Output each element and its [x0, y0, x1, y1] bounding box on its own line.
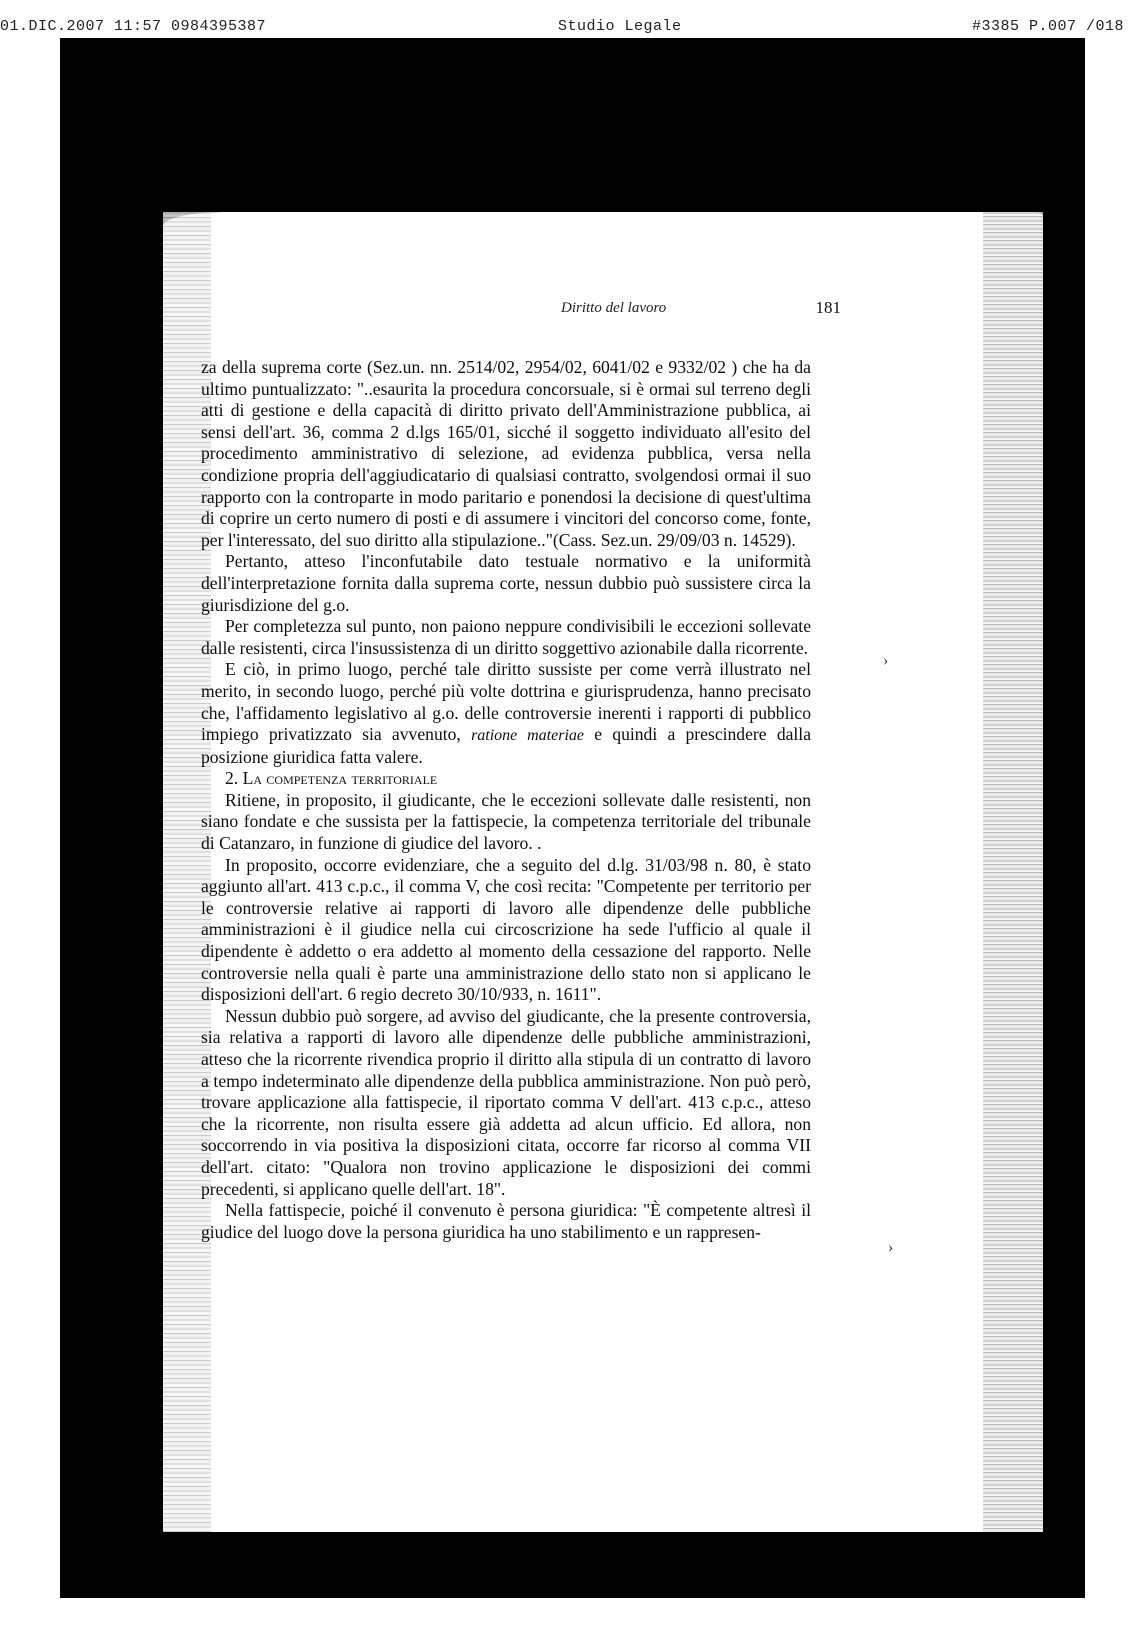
paragraph: Per completezza sul punto, non paiono neppure condivisibili le eccezioni sollevate dalle resistenti, circa l'insussistenza di un diritto soggettivo azionabile dalla ricorrente.	[201, 616, 811, 658]
paragraph-text: E ciò, in primo luogo, perché tale diritto sussiste per come verrà illustrato nel merito, in secondo luogo, perché più volte dottrina e giurisprudenza, hanno precisato che, l'affidamento legislativo al g.o. delle controversie inerenti i rapporti di pubblico impiego privatizzato sia avvenuto,	[201, 659, 811, 745]
fax-page-counter: #3385 P.007 /018	[971, 18, 1124, 35]
fax-sender: Studio Legale	[558, 18, 682, 35]
running-title: Diritto del lavoro	[561, 300, 667, 316]
margin-tick-mark: ›	[888, 1239, 894, 1256]
fax-date-phone: 01.DIC.2007 11:57 0984395387	[0, 18, 267, 35]
margin-tick-mark: ›	[883, 652, 889, 669]
paragraph-text: e quindi a prescindere dalla posizione giuridica fatta valere.	[201, 724, 812, 767]
italic-phrase: ratione materiae	[471, 727, 584, 745]
page-number: 181	[815, 298, 841, 317]
paragraph-continuation: za della suprema corte (Sez.un. nn. 2514/02, 2954/02, 6041/02 e 9332/02 ) che ha da ultimo puntualizzato: "..esaurita la procedura concorsuale, si è ormai sul terreno degli atti di gestione e della capacità di diritto privato dell'Amministrazione pubblica, ai sensi dell'art. 36, comma 2 d.lgs 165/01, sicché il soggetto individuato all'esito del procedimento amministrativo di selezione, ad evidenza pubblica, versa nella condizione propria dell'aggiudicatario di qualsiasi contratto, svolgendosi ormai il suo rapporto con la controparte in modo paritario e ponendosi la decisione di quest'ultima di coprire un certo numero di posti e di assumere i vincitori del concorso come, fonte, per l'interessato, del suo diritto alla stipulazione.."(Cass. Sez.un. 29/09/03 n. 14529).	[201, 357, 811, 550]
paragraph: Pertanto, atteso l'inconfutabile dato testuale normativo e la uniformità dell'interpretazione fornita dalla suprema corte, nessun dubbio può sussistere circa la giurisdizione del g.o.	[201, 551, 811, 615]
scan-dark-frame	[60, 38, 1085, 1598]
page-edge-right	[983, 212, 1043, 1532]
paragraph	[201, 659, 811, 768]
book-page	[163, 212, 1043, 1532]
section-heading: 2. La competenza territoriale	[225, 768, 438, 789]
paragraph: In proposito, occorre evidenziare, che a seguito del d.lg. 31/03/98 n. 80, è stato aggiunto all'art. 413 c.p.c., il comma V, che così recita: "Competente per territorio per le controversie relative ai rapporti di lavoro alle dipendenze delle pubbliche amministrazioni è il giudice nella cui circoscrizione ha sede l'ufficio al quale il dipendente è addetto o era addetto al momento della cessazione del rapporto. Nelle controversie nella quali è parte una amministrazione dello stato non si applicano le disposizioni dell'art. 6 regio decreto 30/10/933, n. 1611".	[201, 854, 811, 1005]
body-text	[201, 357, 811, 1243]
paragraph: Nella fattispecie, poiché il convenuto è persona giuridica: "È competente altresì il giudice del luogo dove la persona giuridica ha uno stabilimento e un rappresen-	[201, 1200, 811, 1242]
fax-transmission-header	[0, 18, 1130, 40]
paragraph: Nessun dubbio può sorgere, ad avviso del giudicante, che la presente controversia, sia relativa a rapporti di lavoro alle dipendenze delle pubbliche amministrazioni, atteso che la ricorrente rivendica proprio il diritto alla stipula di un contratto di lavoro a tempo indeterminato alle dipendenze della pubblica amministrazione. Non può però, trovare applicazione alla fattispecie, il riportato comma V dell'art. 413 c.p.c., atteso che la ricorrente, non risulta essere già addetta ad alcun ufficio. Ed allora, non soccorrendo in via positiva la disposizioni citata, occorre far ricorso al comma VII dell'art. citato: "Qualora non trovino applicazione le disposizioni dei commi precedenti, si applicano quelle dell'art. 18".	[201, 1005, 811, 1199]
paragraph: Ritiene, in proposito, il giudicante, che le eccezioni sollevate dalle resistenti, non siano fondate e che sussista per la fattispecie, la competenza territoriale del tribunale di Catanzaro, in funzione di giudice del lavoro. .	[201, 789, 811, 854]
running-header	[441, 300, 841, 324]
